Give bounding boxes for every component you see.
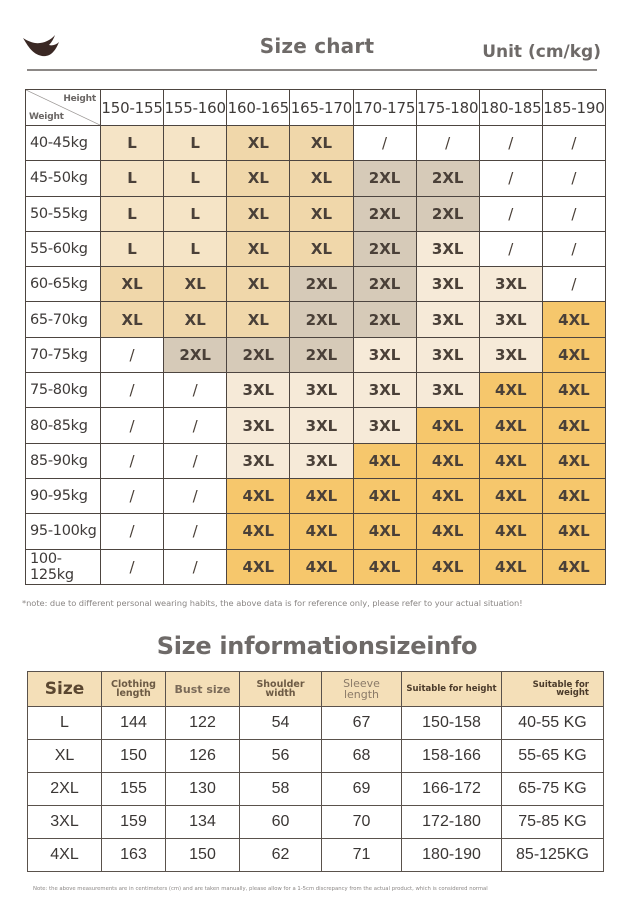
cell-sleeve: 70	[322, 806, 402, 839]
size-cell: /	[101, 549, 164, 584]
height-column-header: 170-175	[353, 90, 416, 126]
size-cell: 4XL	[542, 337, 605, 372]
size-cell: XL	[227, 267, 290, 302]
cell-clothing-length: 163	[102, 839, 166, 872]
size-cell: /	[101, 478, 164, 513]
size-cell: 4XL	[542, 373, 605, 408]
size-cell: XL	[290, 126, 353, 161]
size-cell: /	[542, 231, 605, 266]
table-row	[28, 740, 604, 773]
size-cell: /	[479, 126, 542, 161]
table-row	[26, 196, 606, 231]
size-cell: /	[101, 514, 164, 549]
size-cell: 4XL	[416, 478, 479, 513]
size-cell: XL	[164, 302, 227, 337]
size-cell: /	[101, 373, 164, 408]
size-chart-table	[25, 89, 606, 585]
size-cell: XL	[101, 267, 164, 302]
size-cell: /	[479, 196, 542, 231]
size-cell: XL	[290, 196, 353, 231]
size-cell: XL	[290, 231, 353, 266]
size-cell: 3XL	[479, 302, 542, 337]
size-cell: /	[542, 196, 605, 231]
reference-note: *note: due to different personal wearing habits, the above data is for reference only, please refer to your actual situation!	[22, 598, 523, 608]
weight-row-label: 85-90kg	[26, 443, 101, 478]
cell-shoulder: 58	[240, 773, 322, 806]
size-cell: 2XL	[353, 196, 416, 231]
size-cell: L	[101, 161, 164, 196]
cell-height: 150-158	[402, 707, 502, 740]
height-column-header: 185-190	[542, 90, 605, 126]
size-cell: 4XL	[416, 408, 479, 443]
weight-row-label: 40-45kg	[26, 126, 101, 161]
table-row	[26, 373, 606, 408]
size-cell: L	[164, 161, 227, 196]
cell-weight: 75-85 KG	[502, 806, 604, 839]
table-row	[26, 337, 606, 372]
size-cell: 4XL	[479, 478, 542, 513]
size-cell: L	[101, 196, 164, 231]
size-cell: 3XL	[227, 373, 290, 408]
cell-height: 180-190	[402, 839, 502, 872]
size-cell: /	[101, 408, 164, 443]
cell-bust: 122	[166, 707, 240, 740]
size-cell: 4XL	[353, 549, 416, 584]
size-cell: 3XL	[290, 373, 353, 408]
size-cell: 2XL	[164, 337, 227, 372]
size-cell: 2XL	[353, 267, 416, 302]
size-chart-header-row	[26, 90, 606, 126]
size-cell: 4XL	[227, 478, 290, 513]
size-cell: 2XL	[290, 267, 353, 302]
size-cell: 4XL	[353, 478, 416, 513]
cell-size: 3XL	[28, 806, 102, 839]
cell-shoulder: 56	[240, 740, 322, 773]
header-sleeve-length: Sleeve length	[322, 672, 402, 707]
weight-row-label: 70-75kg	[26, 337, 101, 372]
cell-weight: 55-65 KG	[502, 740, 604, 773]
header-shoulder-width: Shoulder width	[240, 672, 322, 707]
table-row	[26, 478, 606, 513]
size-cell: XL	[227, 196, 290, 231]
unit-label: Unit (cm/kg)	[482, 42, 601, 62]
cell-size: L	[28, 707, 102, 740]
table-row	[26, 302, 606, 337]
size-cell: /	[101, 443, 164, 478]
size-cell: 4XL	[542, 443, 605, 478]
size-cell: /	[542, 161, 605, 196]
size-cell: /	[416, 126, 479, 161]
cell-height: 172-180	[402, 806, 502, 839]
cell-sleeve: 67	[322, 707, 402, 740]
size-cell: 4XL	[479, 549, 542, 584]
cell-shoulder: 60	[240, 806, 322, 839]
table-row	[28, 839, 604, 872]
cell-clothing-length: 150	[102, 740, 166, 773]
size-cell: 3XL	[227, 408, 290, 443]
table-row	[26, 443, 606, 478]
size-cell: 2XL	[227, 337, 290, 372]
size-cell: 4XL	[479, 514, 542, 549]
table-row	[28, 806, 604, 839]
size-cell: /	[479, 161, 542, 196]
page-title: Size chart	[259, 34, 375, 58]
size-cell: /	[164, 514, 227, 549]
size-cell: 3XL	[416, 267, 479, 302]
weight-row-label: 45-50kg	[26, 161, 101, 196]
weight-axis-label: Weight	[29, 112, 64, 122]
header-size: Size	[28, 672, 102, 707]
size-cell: 3XL	[479, 267, 542, 302]
cell-shoulder: 54	[240, 707, 322, 740]
size-cell: 3XL	[416, 373, 479, 408]
height-axis-label: Height	[63, 94, 96, 104]
header-suitable-height: Suitable for height	[402, 672, 502, 707]
size-cell: XL	[227, 161, 290, 196]
size-cell: 3XL	[290, 408, 353, 443]
size-cell: 4XL	[542, 478, 605, 513]
weight-row-label: 90-95kg	[26, 478, 101, 513]
cell-weight: 40-55 KG	[502, 707, 604, 740]
size-cell: 4XL	[353, 514, 416, 549]
table-row	[26, 126, 606, 161]
header-suitable-weight: Suitable for weight	[502, 672, 604, 707]
size-cell: 4XL	[416, 549, 479, 584]
size-cell: /	[479, 231, 542, 266]
table-row	[28, 773, 604, 806]
size-cell: 2XL	[353, 161, 416, 196]
size-cell: 4XL	[542, 408, 605, 443]
size-cell: XL	[227, 126, 290, 161]
size-cell: 4XL	[227, 514, 290, 549]
size-cell: 4XL	[416, 514, 479, 549]
size-cell: /	[164, 373, 227, 408]
size-cell: L	[164, 196, 227, 231]
height-column-header: 165-170	[290, 90, 353, 126]
cell-bust: 130	[166, 773, 240, 806]
size-info-table	[27, 671, 604, 872]
header-bust-size: Bust size	[166, 672, 240, 707]
size-cell: 4XL	[542, 514, 605, 549]
cell-size: 4XL	[28, 839, 102, 872]
size-cell: 4XL	[290, 549, 353, 584]
divider	[27, 69, 597, 71]
size-cell: 3XL	[353, 373, 416, 408]
size-cell: 4XL	[479, 443, 542, 478]
size-cell: XL	[290, 161, 353, 196]
size-cell: /	[542, 126, 605, 161]
size-cell: 2XL	[353, 231, 416, 266]
weight-row-label: 55-60kg	[26, 231, 101, 266]
size-cell: 3XL	[353, 337, 416, 372]
cell-sleeve: 68	[322, 740, 402, 773]
weight-row-label: 65-70kg	[26, 302, 101, 337]
size-cell: 4XL	[353, 443, 416, 478]
size-cell: 2XL	[353, 302, 416, 337]
measurement-note: Note: the above measurements are in centimeters (cm) and are taken manually, please allow for a 1-5cm discrepancy from the actual product, which is considered normal	[33, 886, 488, 892]
table-row	[26, 231, 606, 266]
size-cell: 4XL	[227, 549, 290, 584]
size-cell: XL	[227, 302, 290, 337]
cell-bust: 134	[166, 806, 240, 839]
weight-row-label: 50-55kg	[26, 196, 101, 231]
size-cell: 3XL	[416, 337, 479, 372]
size-cell: 4XL	[542, 302, 605, 337]
size-info-header-row	[28, 672, 604, 707]
cell-weight: 65-75 KG	[502, 773, 604, 806]
height-column-header: 180-185	[479, 90, 542, 126]
size-cell: /	[164, 408, 227, 443]
cell-clothing-length: 155	[102, 773, 166, 806]
size-cell: 4XL	[542, 549, 605, 584]
height-column-header: 150-155	[101, 90, 164, 126]
header-clothing-length: Clothing length	[102, 672, 166, 707]
size-cell: L	[101, 126, 164, 161]
size-cell: XL	[227, 231, 290, 266]
cell-weight: 85-125KG	[502, 839, 604, 872]
cell-clothing-length: 144	[102, 707, 166, 740]
table-row	[28, 707, 604, 740]
cell-size: XL	[28, 740, 102, 773]
size-cell: /	[164, 478, 227, 513]
size-cell: 2XL	[290, 302, 353, 337]
size-info-title: Size informationsizeinfo	[156, 632, 478, 660]
weight-row-label: 100-125kg	[26, 549, 101, 584]
size-cell: 3XL	[227, 443, 290, 478]
size-cell: 4XL	[479, 408, 542, 443]
height-column-header: 175-180	[416, 90, 479, 126]
table-row	[26, 267, 606, 302]
size-cell: /	[353, 126, 416, 161]
size-cell: 3XL	[290, 443, 353, 478]
size-cell: 2XL	[416, 161, 479, 196]
weight-row-label: 75-80kg	[26, 373, 101, 408]
table-row	[26, 161, 606, 196]
size-cell: XL	[101, 302, 164, 337]
cell-clothing-length: 159	[102, 806, 166, 839]
cell-bust: 126	[166, 740, 240, 773]
size-cell: /	[164, 549, 227, 584]
size-cell: /	[164, 443, 227, 478]
cell-sleeve: 71	[322, 839, 402, 872]
weight-row-label: 95-100kg	[26, 514, 101, 549]
size-cell: L	[164, 231, 227, 266]
table-row	[26, 549, 606, 584]
size-cell: 3XL	[416, 231, 479, 266]
size-cell: XL	[164, 267, 227, 302]
size-cell: L	[164, 126, 227, 161]
table-row	[26, 408, 606, 443]
size-cell: /	[101, 337, 164, 372]
size-cell: 3XL	[353, 408, 416, 443]
weight-row-label: 80-85kg	[26, 408, 101, 443]
table-row	[26, 514, 606, 549]
size-cell: /	[542, 267, 605, 302]
size-cell: 3XL	[416, 302, 479, 337]
height-column-header: 155-160	[164, 90, 227, 126]
height-column-header: 160-165	[227, 90, 290, 126]
cell-shoulder: 62	[240, 839, 322, 872]
size-cell: 4XL	[290, 478, 353, 513]
size-cell: 2XL	[416, 196, 479, 231]
cell-size: 2XL	[28, 773, 102, 806]
cell-height: 158-166	[402, 740, 502, 773]
size-cell: 4XL	[290, 514, 353, 549]
size-cell: 3XL	[479, 337, 542, 372]
cell-bust: 150	[166, 839, 240, 872]
cell-height: 166-172	[402, 773, 502, 806]
corner-header	[26, 90, 101, 126]
size-cell: 2XL	[290, 337, 353, 372]
cell-sleeve: 69	[322, 773, 402, 806]
size-cell: 4XL	[416, 443, 479, 478]
weight-row-label: 60-65kg	[26, 267, 101, 302]
size-cell: L	[101, 231, 164, 266]
size-cell: 4XL	[479, 373, 542, 408]
